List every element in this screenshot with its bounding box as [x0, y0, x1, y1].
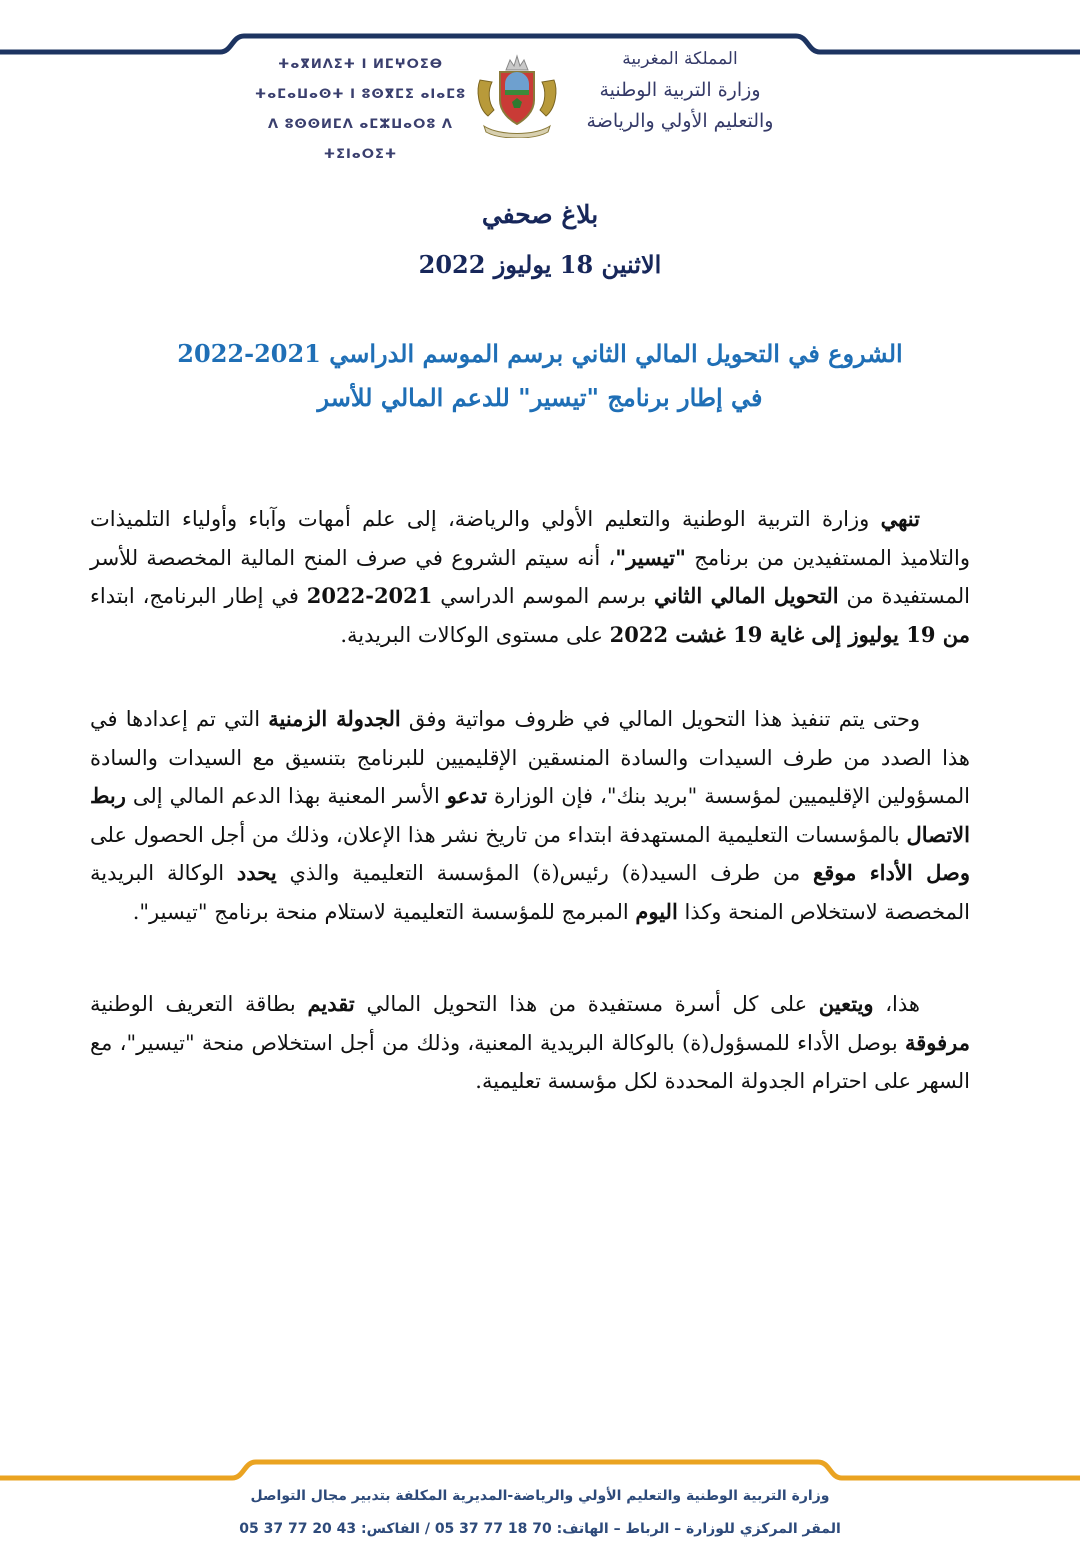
subject-line-1: الشروع في التحويل المالي الثاني برسم الموسم الدراسي 2021-2022	[177, 339, 903, 368]
bold-run: ربط الاتصال	[90, 783, 970, 847]
press-release-date: الاثنين 18 يوليوز 2022	[418, 250, 662, 279]
bold-run: 2021-2022	[306, 583, 433, 608]
bold-run: التحويل المالي الثاني	[653, 583, 839, 608]
bold-run: "تيسير"	[615, 544, 687, 570]
footer-rule	[0, 1450, 1080, 1490]
tifinagh-line-3: ⴷ ⵓⵙⵙⵍⵎⴷ ⴰⵎⵣⵡⴰⵔⵓ ⴷ ⵜⵉⵏⴰⵔⵉⵜ	[267, 117, 453, 162]
tifinagh-line-2: ⵜⴰⵎⴰⵡⴰⵙⵜ ⵏ ⵓⵙⴳⵎⵉ ⴰⵏⴰⵎⵓ	[254, 87, 467, 102]
text-run: بطاقة التعريف الوطنية	[90, 992, 308, 1016]
header-ministry-line-1: وزارة التربية الوطنية	[599, 79, 761, 101]
header-kingdom: المملكة المغربية	[622, 49, 738, 69]
tifinagh-line-1: ⵜⴰⴳⵍⴷⵉⵜ ⵏ ⵍⵎⵖⵔⵉⴱ	[278, 57, 443, 72]
press-release-title: بلاغ صحفي	[481, 200, 599, 229]
footer-department: وزارة التربية الوطنية والتعليم الأولي والرياضة-المديرية المكلفة بتدبير مجال التواصل	[250, 1488, 830, 1504]
text-run: ، أنه سيتم الشروع في صرف المنح المالية المخصصة للأسر المستفيدة من	[90, 545, 970, 608]
text-run: في إطار البرنامج، ابتداء	[90, 584, 307, 608]
body-paragraph-3	[90, 985, 970, 1101]
bold-run: الجدولة الزمنية	[268, 706, 401, 731]
coat-of-arms-icon	[474, 50, 560, 138]
footer-contact: المقر المركزي للوزارة – الرباط – الهاتف: 70 18 77 37 05 / الفاكس: 43 20 77 37 05	[239, 1521, 841, 1537]
text-run: بوصل الأداء للمسؤول(ة) بالوكالة البريدية المعنية، وذلك من أجل استخلاص منحة "تيسير"، مع السهر على احترام الجدولة المحددة لكل مؤسسة تعليمية.	[90, 1030, 970, 1093]
text-run: هذا،	[873, 992, 920, 1016]
bold-run: من 19 يوليوز إلى غاية 19 غشت 2022	[609, 621, 970, 647]
bold-run: تنهي	[880, 506, 920, 531]
text-run: وزارة التربية الوطنية والتعليم الأولي والرياضة، إلى علم أمهات وآباء وأولياء التلميذات والتلاميذ المستفيدين من برنامج	[90, 507, 970, 570]
bold-run: تقديم	[307, 991, 355, 1016]
press-release-subject	[150, 332, 930, 420]
bold-run: مرفوقة	[904, 1029, 970, 1055]
subject-line-2: في إطار برنامج "تيسير" للدعم المالي للأسر	[317, 383, 763, 412]
text-run: المبرمج للمؤسسة التعليمية لاستلام منحة برنامج "تيسير".	[132, 899, 636, 924]
header-tifinagh	[248, 50, 473, 170]
bold-run: وصل الأداء موقع	[813, 860, 970, 885]
text-run: برسم الموسم الدراسي	[432, 584, 654, 608]
text-run: وحتى يتم تنفيذ هذا التحويل المالي في ظروف مواتية وفق	[400, 707, 921, 731]
body-paragraph-2	[90, 700, 970, 931]
header-ministry-line-2: والتعليم الأولي والرياضة	[586, 110, 774, 132]
bold-run: ويتعين	[818, 991, 874, 1016]
header-ministry-name	[565, 44, 795, 137]
text-run: الأسر المعنية بهذا الدعم المالي إلى	[125, 784, 447, 808]
text-run: على كل أسرة مستفيدة من هذا التحويل المالي	[354, 992, 819, 1016]
text-run: الوكالة البريدية المخصصة لاستخلاص المنحة وكذا	[90, 861, 970, 924]
text-run: بالمؤسسات التعليمية المستهدفة ابتداء من تاريخ نشر هذا الإعلان، وذلك من أجل الحصول على	[90, 822, 907, 847]
text-run: على مستوى الوكالات البريدية.	[340, 622, 610, 647]
text-run: من طرف السيد(ة) رئيس(ة) المؤسسة التعليمية والذي	[276, 861, 814, 885]
bold-run: يحدد	[236, 860, 277, 885]
text-run: التي تم إعدادها في هذا الصدد من طرف السيدات والسادة المنسقين الإقليميين للبرنامج بتنسيق مع السيدات والسادة المسؤولين الإقليميين لمؤسسة "بريد بنك"، فإن الوزارة	[90, 707, 970, 808]
bold-run: اليوم	[635, 898, 678, 924]
bold-run: تدعو	[446, 783, 488, 808]
body-paragraph-1	[90, 500, 970, 654]
